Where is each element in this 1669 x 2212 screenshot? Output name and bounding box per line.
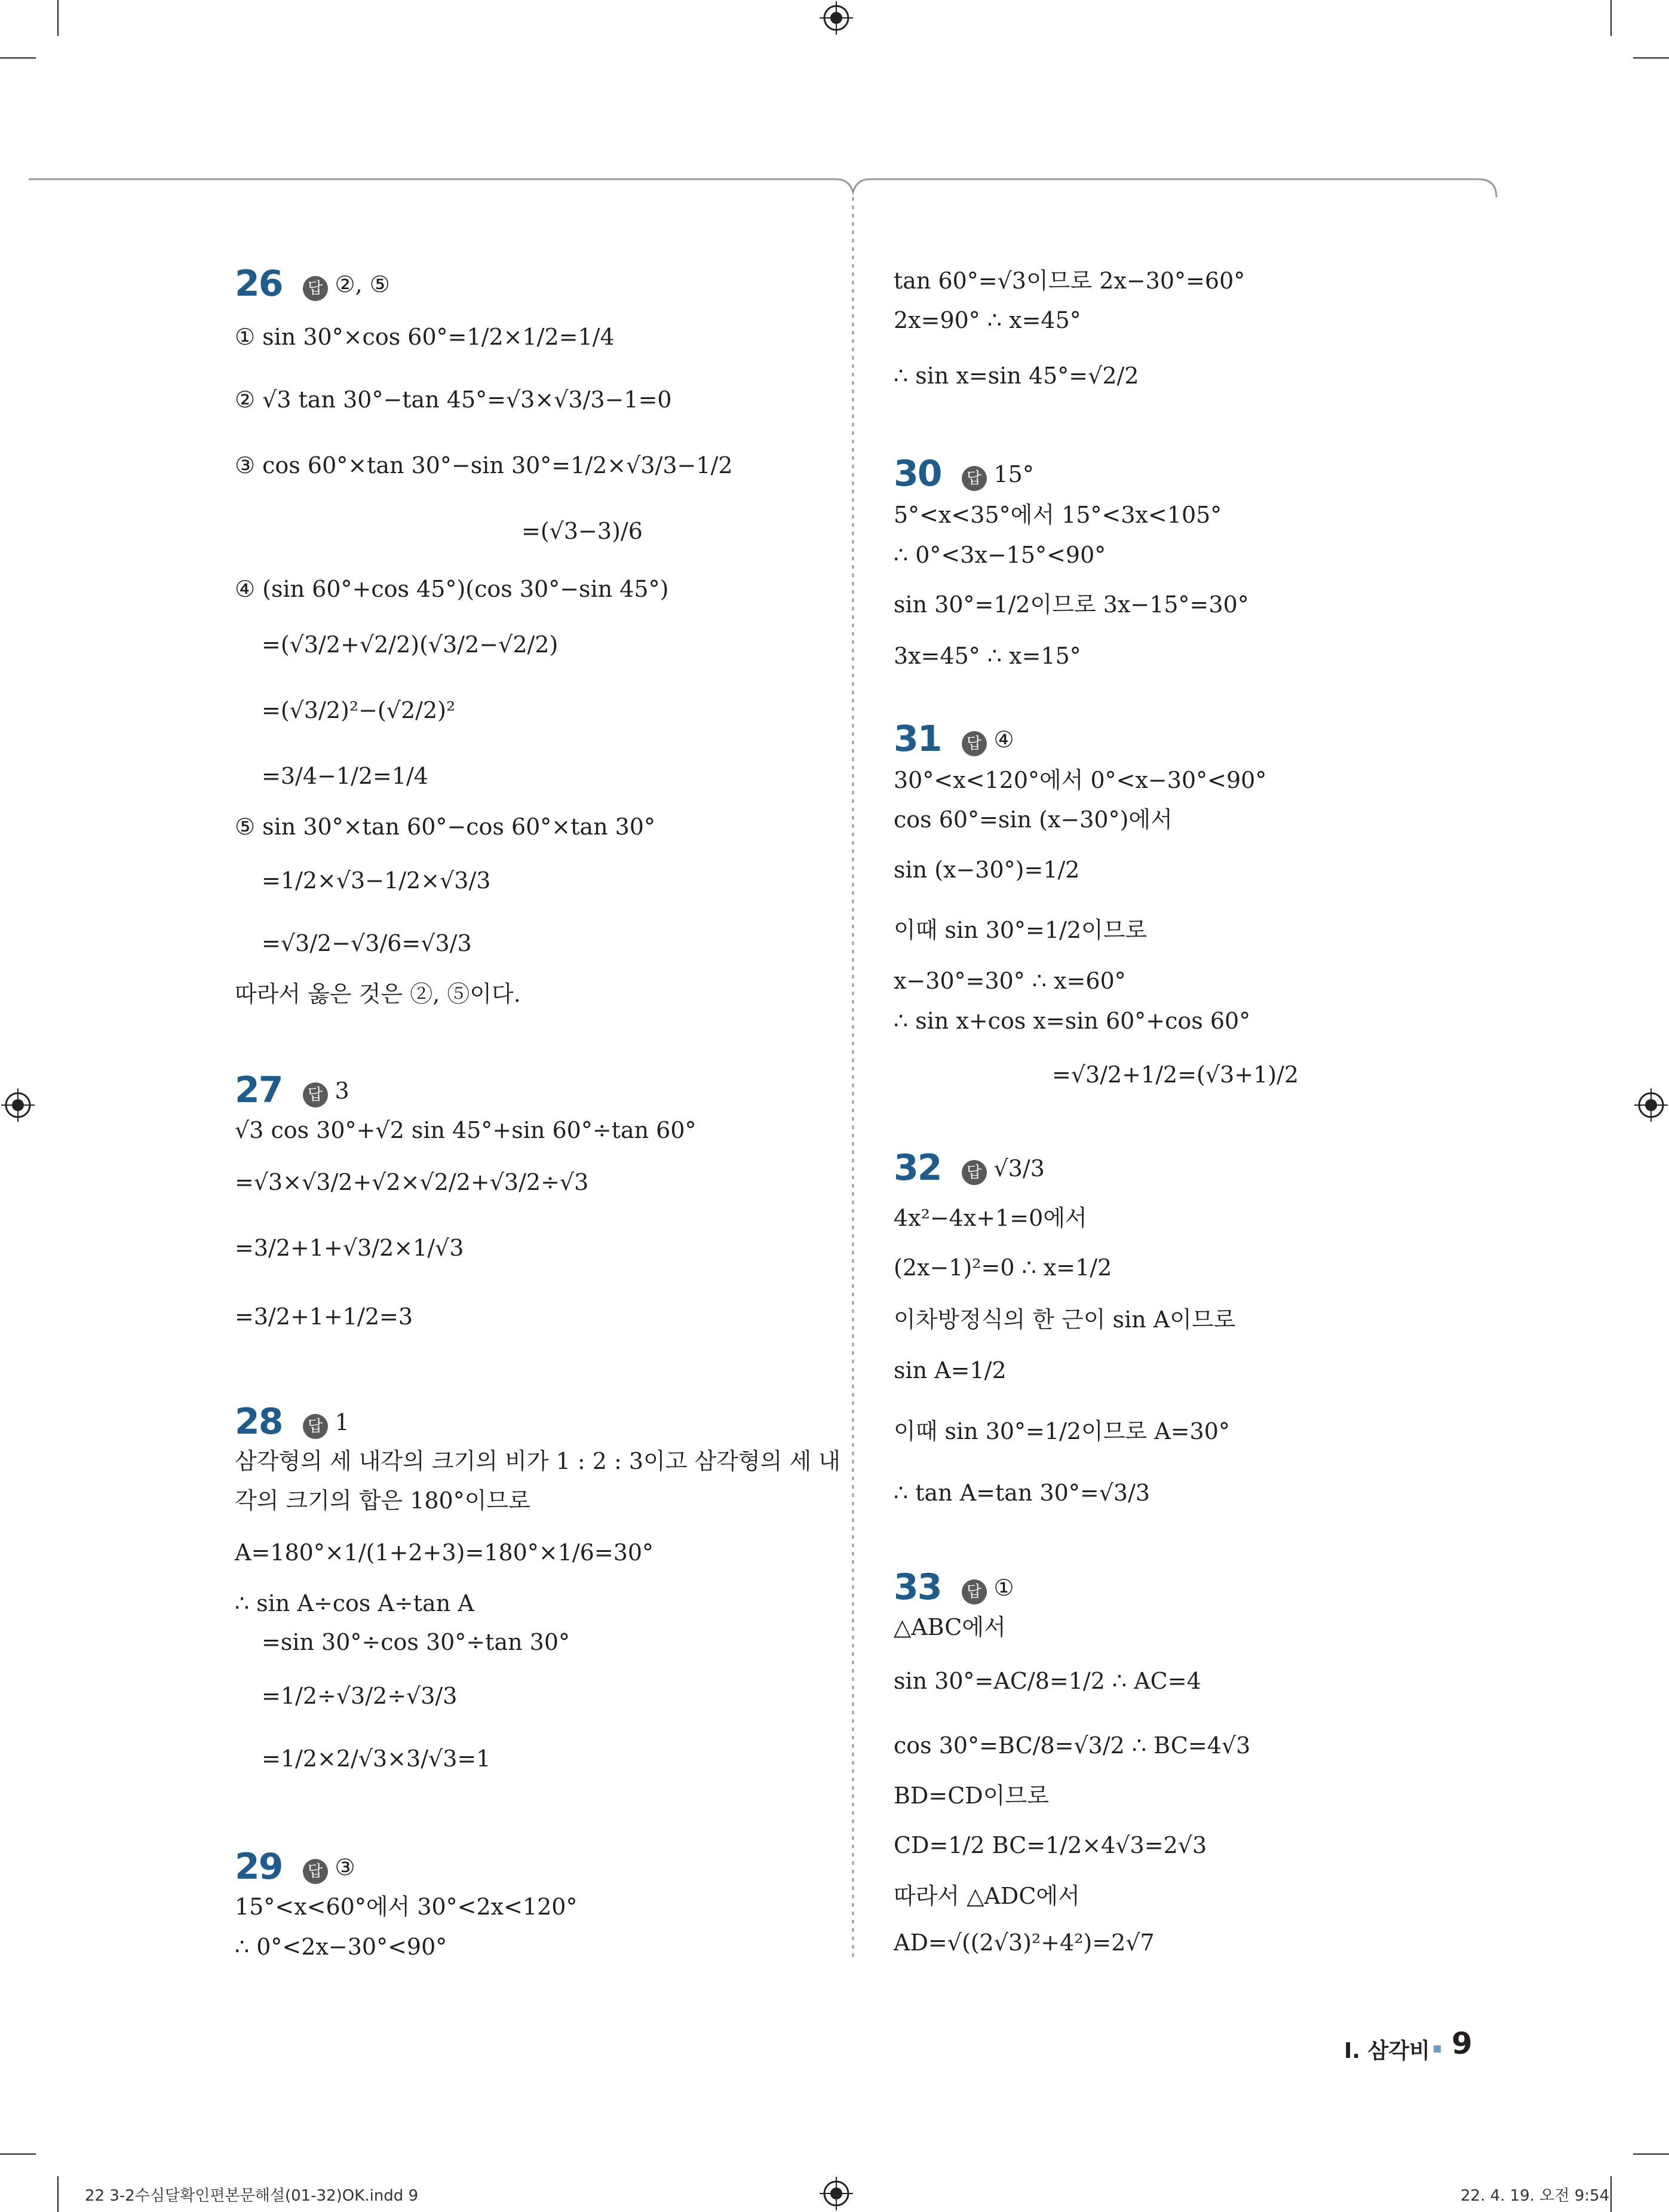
solution-line: 따라서 옳은 것은 ②, ⑤이다. xyxy=(235,981,521,1007)
solution-line: AD=√((2√3)²+4²)=2√7 xyxy=(894,1929,1155,1956)
question-header xyxy=(894,1147,1045,1189)
solution-line: 2x=90° ∴ x=45° xyxy=(894,307,1081,333)
registration-mark-icon xyxy=(1,0,35,33)
answer-badge-icon: 답 xyxy=(962,1579,987,1604)
answer-badge-icon: 답 xyxy=(303,276,328,301)
answer-badge-icon: 답 xyxy=(962,731,987,756)
answer-value: ④ xyxy=(993,726,1014,753)
solution-line: =sin 30°÷cos 30°÷tan 30° xyxy=(262,1629,570,1655)
answer-value: 1 xyxy=(335,1409,349,1435)
answer-badge-icon: 답 xyxy=(962,466,987,491)
answer-badge-icon: 답 xyxy=(303,1082,328,1107)
solution-line: =√3/2+1/2=(√3+1)/2 xyxy=(1052,1061,1299,1088)
solution-line: ⑤ sin 30°×tan 60°−cos 60°×tan 30° xyxy=(235,814,655,840)
solution-line: sin 30°=1/2이므로 3x−15°=30° xyxy=(894,591,1249,618)
solution-line: ③ cos 60°×tan 30°−sin 30°=1/2×√3/3−1/2 xyxy=(235,452,733,478)
solution-line: =3/4−1/2=1/4 xyxy=(262,763,428,789)
solution-line: =(√3/2)²−(√2/2)² xyxy=(262,697,456,723)
file-name: 22 3-2수심달확인편본문해설(01-32)OK.indd 9 xyxy=(85,2187,419,2205)
solution-line: cos 60°=sin (x−30°)에서 xyxy=(894,806,1173,833)
answer-value: ③ xyxy=(335,1854,355,1880)
answer-badge-icon: 답 xyxy=(303,1414,328,1439)
question-number: 31 xyxy=(894,718,941,760)
question-number: 32 xyxy=(894,1147,941,1189)
solution-line: tan 60°=√3이므로 2x−30°=60° xyxy=(894,268,1245,294)
solution-line: =3/2+1+1/2=3 xyxy=(235,1303,413,1330)
answer-value: 15° xyxy=(993,461,1034,487)
solution-line: (2x−1)²=0 ∴ x=1/2 xyxy=(894,1254,1112,1281)
solution-line: =(√3−3)/6 xyxy=(521,518,643,544)
page-number: 9 xyxy=(1452,2026,1472,2061)
solution-line: ④ (sin 60°+cos 45°)(cos 30°−sin 45°) xyxy=(235,576,669,602)
question-header xyxy=(894,718,1014,760)
solution-line: 각의 크기의 합은 180°이므로 xyxy=(235,1487,530,1514)
chapter-label: I. 삼각비 xyxy=(1344,2039,1430,2063)
registration-mark-icon xyxy=(820,1,853,35)
timestamp: 22. 4. 19. 오전 9:54 xyxy=(1461,2187,1610,2205)
answer-value: ① xyxy=(993,1575,1014,1601)
question-header xyxy=(235,1401,349,1443)
question-number: 26 xyxy=(235,263,283,305)
registration-mark-icon xyxy=(820,2177,853,2210)
solution-line: 3x=45° ∴ x=15° xyxy=(894,643,1081,669)
solution-line: ② √3 tan 30°−tan 45°=√3×√3/3−1=0 xyxy=(235,386,672,413)
solution-line: √3 cos 30°+√2 sin 45°+sin 60°÷tan 60° xyxy=(235,1117,697,1143)
solution-line: =1/2×2/√3×3/√3=1 xyxy=(262,1745,491,1772)
solution-line: CD=1/2 BC=1/2×4√3=2√3 xyxy=(894,1832,1207,1858)
solution-line: =√3×√3/2+√2×√2/2+√3/2÷√3 xyxy=(235,1169,589,1195)
question-header xyxy=(235,1069,349,1111)
question-number: 27 xyxy=(235,1069,283,1111)
solution-line: ∴ tan A=tan 30°=√3/3 xyxy=(894,1480,1150,1506)
solution-line: =√3/2−√3/6=√3/3 xyxy=(262,930,472,956)
solution-line: ∴ sin x+cos x=sin 60°+cos 60° xyxy=(894,1008,1251,1034)
solution-line: =(√3/2+√2/2)(√3/2−√2/2) xyxy=(262,631,559,658)
solution-line: 이때 sin 30°=1/2이므로 A=30° xyxy=(894,1418,1230,1444)
solution-line: sin A=1/2 xyxy=(894,1357,1007,1383)
answer-value: √3/3 xyxy=(993,1155,1045,1182)
solution-line: x−30°=30° ∴ x=60° xyxy=(894,968,1126,994)
solution-line: =1/2÷√3/2÷√3/3 xyxy=(262,1683,458,1709)
registration-mark-icon xyxy=(1,1088,35,1122)
question-number: 28 xyxy=(235,1401,283,1443)
solution-line: =1/2×√3−1/2×√3/3 xyxy=(262,867,491,894)
solution-line: A=180°×1/(1+2+3)=180°×1/6=30° xyxy=(235,1539,654,1566)
question-header xyxy=(894,1566,1014,1608)
solution-line: 15°<x<60°에서 30°<2x<120° xyxy=(235,1894,578,1920)
question-header xyxy=(894,453,1034,495)
solution-line: ∴ sin A÷cos A÷tan A xyxy=(235,1590,474,1616)
separator-dot-icon xyxy=(1434,2045,1441,2053)
answer-badge-icon: 답 xyxy=(962,1160,987,1185)
solution-line: 삼각형의 세 내각의 크기의 비가 1 : 2 : 3이고 삼각형의 세 내 xyxy=(235,1448,840,1474)
solution-line: BD=CD이므로 xyxy=(894,1783,1049,1809)
answer-badge-icon: 답 xyxy=(303,1859,328,1884)
solution-line: ∴ sin x=sin 45°=√2/2 xyxy=(894,363,1139,389)
question-header xyxy=(235,263,390,305)
solution-line: 30°<x<120°에서 0°<x−30°<90° xyxy=(894,767,1267,793)
solution-line: △ABC에서 xyxy=(894,1614,1006,1640)
solution-line: ∴ 0°<2x−30°<90° xyxy=(235,1934,447,1960)
solution-line: 4x²−4x+1=0에서 xyxy=(894,1205,1087,1231)
question-header xyxy=(235,1846,355,1888)
answer-value: ②, ⑤ xyxy=(335,271,390,297)
solution-line: 이때 sin 30°=1/2이므로 xyxy=(894,917,1148,943)
solution-line: 5°<x<35°에서 15°<3x<105° xyxy=(894,502,1222,528)
solution-line: sin 30°=AC/8=1/2 ∴ AC=4 xyxy=(894,1668,1201,1694)
solution-line: 이차방정식의 한 근이 sin A이므로 xyxy=(894,1306,1236,1333)
solution-line: ① sin 30°×cos 60°=1/2×1/2=1/4 xyxy=(235,324,615,350)
answer-value: 3 xyxy=(335,1078,349,1104)
solution-line: sin (x−30°)=1/2 xyxy=(894,857,1080,883)
question-number: 29 xyxy=(235,1846,283,1888)
question-number: 30 xyxy=(894,453,941,495)
solution-line: =3/2+1+√3/2×1/√3 xyxy=(235,1235,464,1261)
question-number: 33 xyxy=(894,1566,941,1608)
solution-line: 따라서 △ADC에서 xyxy=(894,1883,1080,1909)
solution-line: cos 30°=BC/8=√3/2 ∴ BC=4√3 xyxy=(894,1732,1251,1759)
solution-line: ∴ 0°<3x−15°<90° xyxy=(894,542,1106,568)
registration-mark-icon xyxy=(1634,1088,1668,1122)
